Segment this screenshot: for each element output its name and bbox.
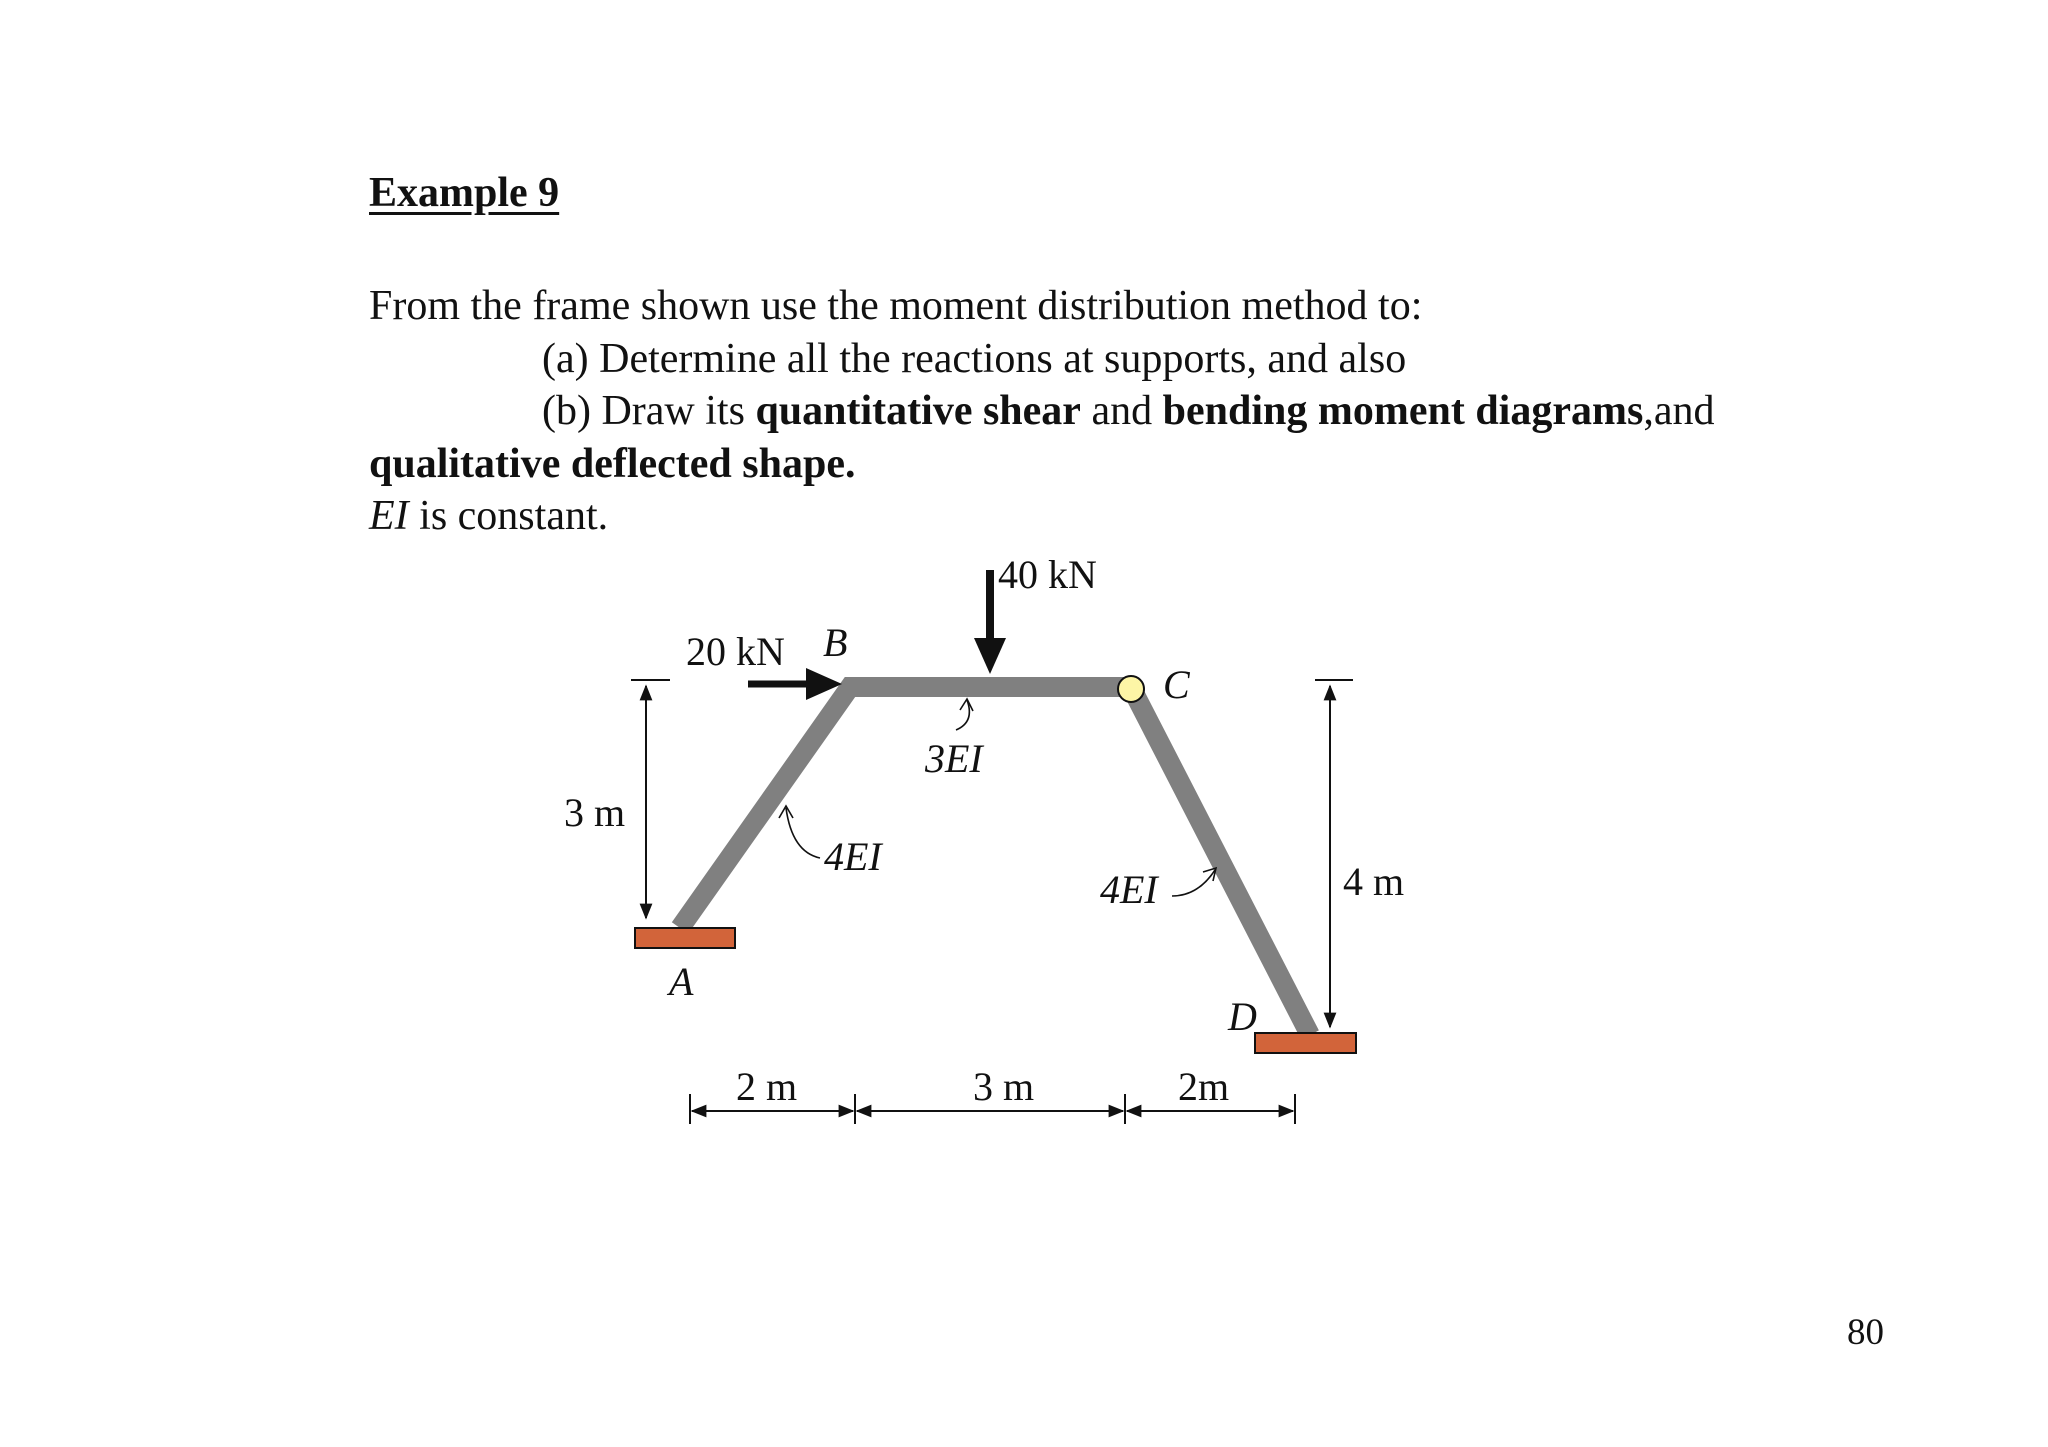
dimension-height-right	[1315, 680, 1353, 1027]
problem-intro: From the frame shown use the moment distribution method to:	[369, 283, 1423, 329]
dimension-height-left-label: 3 m	[564, 790, 626, 835]
stiffness-ab-label: 4EI	[824, 834, 882, 879]
dimension-span-2-label: 3 m	[973, 1064, 1035, 1109]
ei-note-text: is constant.	[408, 493, 609, 539]
example-heading: Example 9	[369, 170, 560, 216]
task-a: (a) Determine all the reactions at supports, and also	[542, 336, 1407, 382]
load-40kn-label: 40 kN	[998, 552, 1097, 597]
task-b-bold-moment: bending moment diagrams	[1162, 388, 1644, 434]
task-b-continuation: qualitative deflected shape.	[369, 441, 856, 487]
stiffness-bc-label: 3EI	[925, 736, 983, 781]
joint-b-label: B	[823, 620, 848, 665]
dimension-span-1-label: 2 m	[736, 1064, 798, 1109]
dimension-height-right-label: 4 m	[1343, 859, 1405, 904]
task-b-mid: and	[1080, 388, 1163, 434]
stiffness-ab-pointer	[779, 806, 820, 858]
task-b-bold-shear: quantitative shear	[755, 388, 1081, 434]
dimension-height-left	[631, 680, 670, 918]
joint-c-label: C	[1163, 662, 1190, 707]
joint-a-label: A	[669, 959, 694, 1004]
ei-symbol: EI	[369, 493, 409, 539]
dimension-span-3-label: 2m	[1178, 1064, 1230, 1109]
frame-members	[680, 687, 1310, 1035]
stiffness-cd-pointer	[1172, 868, 1216, 896]
task-b-prefix: (b) Draw its	[542, 388, 756, 434]
stiffness-cd-label: 4EI	[1100, 867, 1158, 912]
task-b-suffix: ,and	[1643, 388, 1715, 434]
support-a	[635, 928, 735, 948]
support-d	[1255, 1033, 1356, 1053]
stiffness-bc-pointer	[956, 699, 973, 730]
hinge-c	[1118, 676, 1144, 702]
page-number: 80	[1847, 1312, 1884, 1353]
load-20kn-label: 20 kN	[686, 629, 785, 674]
joint-d-label: D	[1228, 994, 1257, 1039]
